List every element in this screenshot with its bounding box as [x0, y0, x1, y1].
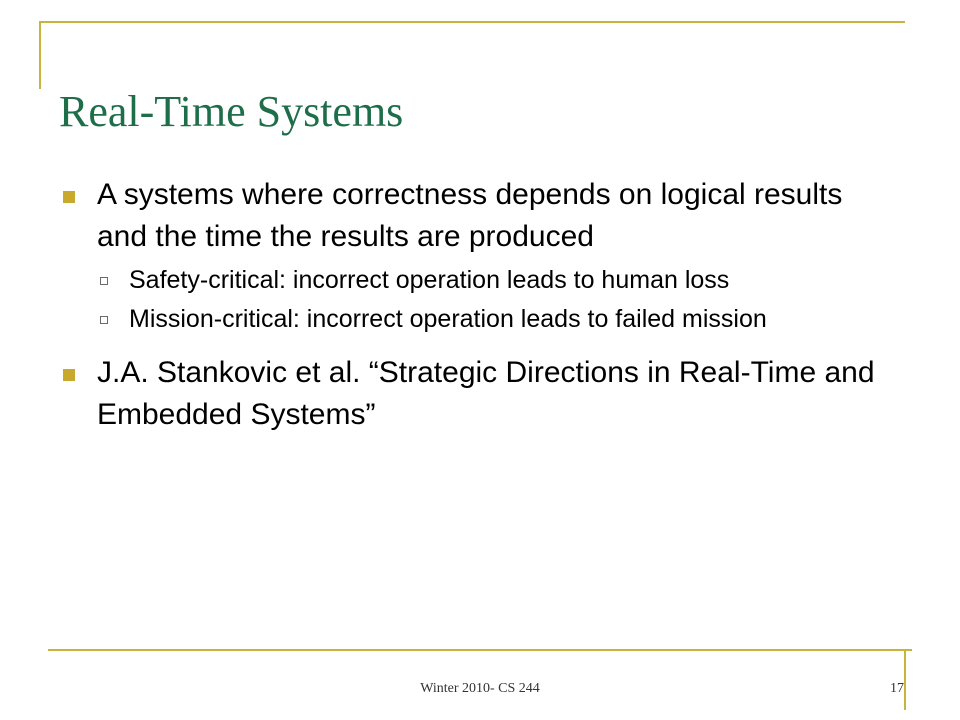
frame-line-left — [39, 21, 41, 89]
slide-footer: Winter 2010- CS 244 — [420, 681, 540, 696]
slide-number: 17 — [890, 681, 904, 696]
sub-bullet-text: Safety-critical: incorrect operation leads to human loss — [129, 266, 730, 294]
sub-bullet-text: Mission-critical: incorrect operation leads to failed mission — [129, 305, 767, 333]
bullet-item — [60, 174, 880, 258]
frame-line-right — [904, 650, 906, 710]
hollow-square-bullet-icon — [100, 316, 108, 324]
bullet-text: J.A. Stankovic et al. “Strategic Directions in Real-Time and Embedded Systems” — [97, 356, 875, 431]
slide-body — [60, 174, 880, 436]
bullet-item — [60, 352, 880, 436]
slide-title: Real-Time Systems — [59, 87, 404, 136]
square-bullet-icon — [63, 191, 75, 203]
square-bullet-icon — [63, 369, 75, 381]
hollow-square-bullet-icon — [100, 277, 108, 285]
frame-line-bottom — [48, 649, 912, 651]
frame-line-top — [41, 21, 905, 23]
sub-bullet-item — [97, 302, 880, 336]
sub-bullet-item — [97, 263, 880, 297]
bullet-text: A systems where correctness depends on logical results and the time the results are produced — [97, 178, 843, 253]
